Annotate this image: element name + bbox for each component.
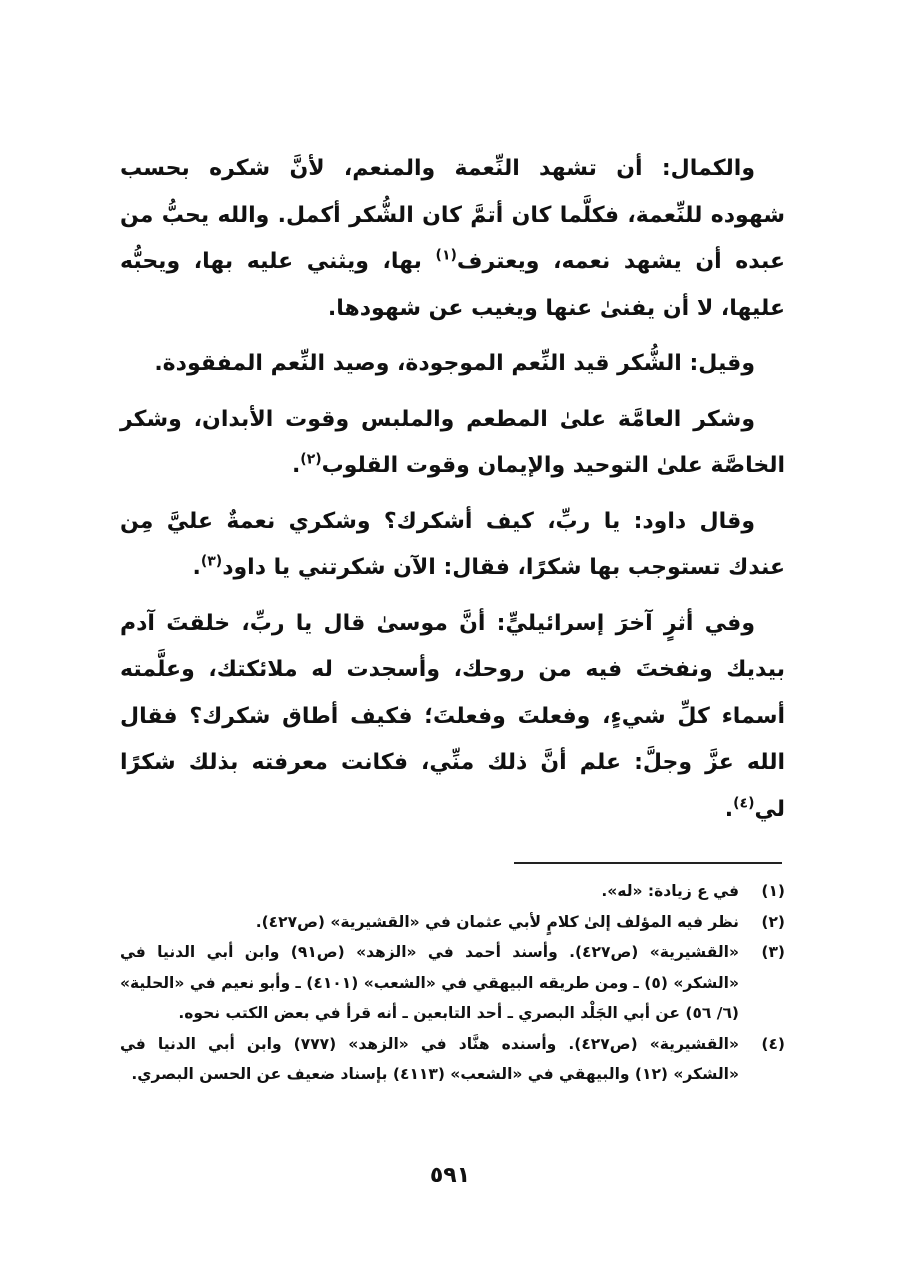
- paragraph-3: وشكر العامَّة علىٰ المطعم والملبس وقوت الأبدان، وشكر الخاصَّة علىٰ التوحيد والإيمان وقوت القلوب$^{(٢)}$.: [120, 406, 785, 478]
- paragraph-2: وقيل: الشُّكر قيد النِّعم الموجودة، وصيد النِّعم المفقودة.: [154, 351, 755, 376]
- footnote-number: (٤): [761, 1034, 785, 1053]
- paragraph-5: وفي أثرٍ آخرَ إسرائيليٍّ: أنَّ موسىٰ قال يا ربِّ، خلقتَ آدم بيديك ونفختَ فيه من روحك، وأسجدت له ملائكتك، وعلَّمته أسماء كلِّ شيءٍ، وفعلتَ وفعلتَ؛ فكيف أطاق شكرك؟ فقال الله عزَّ وجلَّ: علم أنَّ ذلك منِّي، فكانت معرفته بذلك شكرًا لي$^{(٤)}$.: [120, 610, 785, 822]
- footnote-1: [120, 876, 785, 907]
- footnote-number: (١): [761, 882, 785, 900]
- footnotes: [120, 876, 785, 1090]
- main-text: [120, 146, 785, 842]
- footnote-separator: [514, 862, 782, 864]
- footnote-3: [120, 937, 785, 1029]
- footnote-ref-2[interactable]: (٢): [300, 451, 322, 468]
- paragraph-4: وقال داود: يا ربِّ، كيف أشكرك؟ وشكري نعمةٌ عليَّ مِن عندك تستوجب بها شكرًا، فقال: الآن شكرتني يا داود$^{(٣)}$.: [120, 508, 785, 580]
- footnote-text: نظر فيه المؤلف إلىٰ كلامٍ لأبي عثمان في «القشيرية» (ص٤٢٧).: [255, 912, 739, 931]
- footnote-number: (٣): [761, 943, 785, 961]
- footnote-ref-4[interactable]: (٤): [733, 795, 755, 812]
- footnote-ref-1[interactable]: (١): [435, 247, 457, 264]
- page-number: ٥٩١: [429, 1163, 471, 1188]
- paragraph-1: والكمال: أن تشهد النِّعمة والمنعم، لأنَّ شكره بحسب شهوده للنِّعمة، فكلَّما كان أتمَّ كان الشُّكر أكمل. والله يحبُّ من عبده أن يشهد نعمه، ويعترف$^{(١)}$ بها، ويثني عليه بها، ويحبُّه عليها، لا أن يفنىٰ عنها ويغيب عن شهودها.: [120, 156, 785, 321]
- footnote-text: «القشيرية» (ص٤٢٧). وأسنده هنَّاد في «الزهد» (٧٧٧) وابن أبي الدنيا في «الشكر» (١٢) والبيهقي في «الشعب» (٤١١٣) بإسناد ضعيف عن الحسن البصري.: [120, 1034, 740, 1083]
- footnote-text: «القشيرية» (ص٤٢٧). وأسند أحمد في «الزهد» (ص٩١) وابن أبي الدنيا في «الشكر» (٥) ـ ومن طريقه البيهقي في «الشعب» (٤١٠١) ـ وأبو نعيم في «الحلية» (٦/ ٥٦) عن أبي الجَلْد البصري ـ أحد التابعين ـ أنه قرأ في بعض الكتب نحوه.: [120, 943, 739, 1022]
- footnote-ref-3[interactable]: (٣): [200, 553, 223, 570]
- footnote-2: [120, 907, 785, 938]
- footnote-text: في ع زيادة: «له».: [601, 882, 739, 900]
- footnote-4: [120, 1029, 785, 1090]
- footnote-number: (٢): [761, 912, 785, 931]
